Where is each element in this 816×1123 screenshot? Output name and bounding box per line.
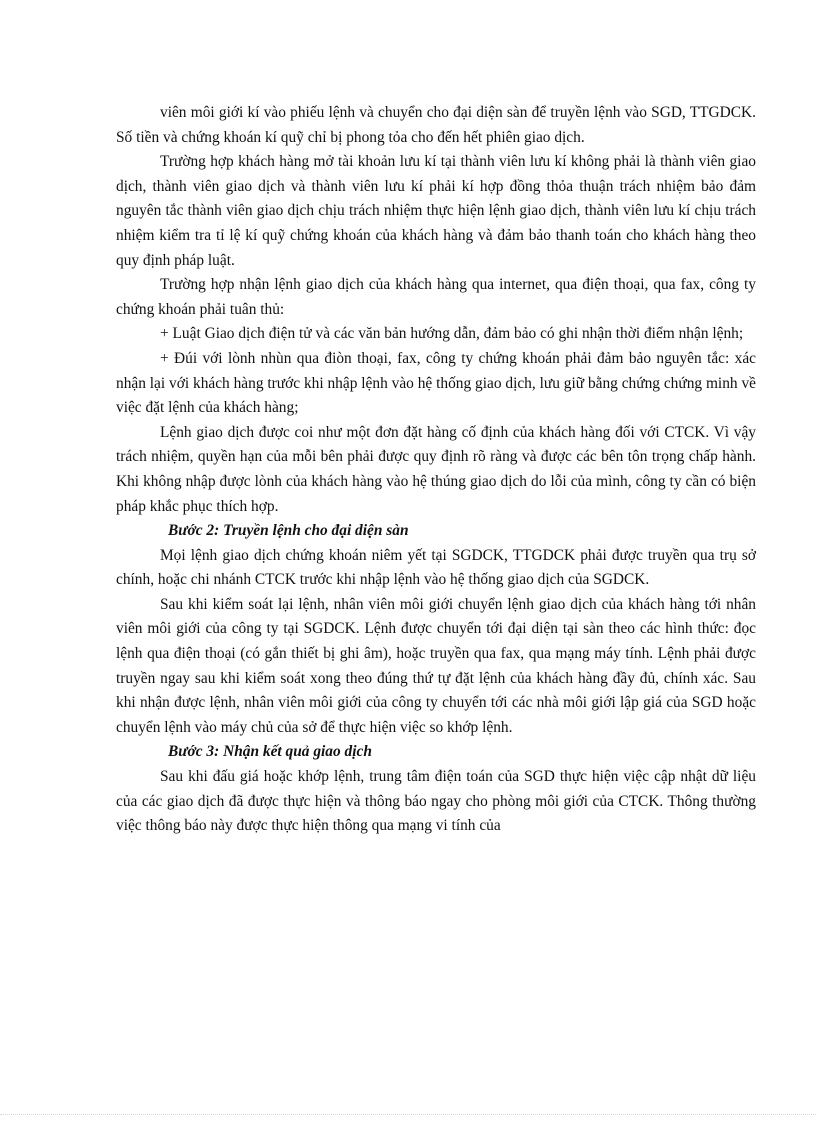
- page-bottom-divider: [0, 1114, 816, 1115]
- paragraph-1: viên môi giới kí vào phiếu lệnh và chuyển cho đại diện sàn để truyền lệnh vào SGD, TTGDCK. Số tiền và chứng khoán kí quỹ chỉ bị phong tỏa cho đến hết phiên giao dịch.: [116, 104, 756, 146]
- paragraph-9: Sau khi đấu giá hoặc khớp lệnh, trung tâm điện toán của SGD thực hiện việc cập nhật dữ liệu của các giao dịch đã được thực hiện và thông báo ngay cho phòng môi giới của CTCK. Thông thường việc thông báo này được thực hiện thông qua mạng vi tính của: [116, 768, 756, 835]
- paragraph-8: Sau khi kiểm soát lại lệnh, nhân viên môi giới chuyển lệnh giao dịch của khách hàng tới nhân viên môi giới của công ty tại SGDCK. Lệnh được chuyển tới đại diện tại sàn theo các hình thức: đọc lệnh qua điện thoại (có gắn thiết bị ghi âm), hoặc truyền qua fax, qua mạng máy tính. Lệnh phải được truyền ngay sau khi kiểm soát xong theo đúng thứ tự đặt lệnh của khách hàng đầy đủ, chính xác. Sau khi nhận được lệnh, nhân viên môi giới của công ty chuyển tới các nhà môi giới lập giá của SGD hoặc chuyển lệnh vào máy chủ của sở để thực hiện việc so khớp lệnh.: [116, 595, 756, 736]
- paragraph-6: Lệnh giao dịch được coi như một đơn đặt hàng cố định của khách hàng đối với CTCK. Vì vậy trách nhiệm, quyền hạn của mỗi bên phải được quy định rõ ràng và được các bên tôn trọng chấp hành. Khi không nhập được lònh của khách hàng vào hệ thúng giao dịch do lỗi của mình, công ty cần có biện pháp khắc phục thích hợp.: [116, 423, 756, 515]
- paragraph-5: + Đúi với lònh nhùn qua điòn thoại, fax, công ty chứng khoán phải đảm bảo nguyên tắc: xác nhận lại với khách hàng trước khi nhập lệnh vào hệ thống giao dịch, lưu giữ bằng chứng chứng minh về việc đặt lệnh của khách hàng;: [116, 349, 756, 417]
- paragraph-3: Trường hợp nhận lệnh giao dịch của khách hàng qua internet, qua điện thoại, qua fax, công ty chứng khoán phải tuân thủ:: [116, 276, 756, 318]
- heading-step-3: Bước 3: Nhận kết quả giao dịch: [168, 743, 372, 761]
- paragraph-2: Trường hợp khách hàng mở tài khoản lưu kí tại thành viên lưu kí không phải là thành viên giao dịch, thành viên giao dịch và thành viên lưu kí phải kí hợp đồng thỏa thuận trách nhiệm bảo đảm nguyên tắc thành viên giao dịch chịu trách nhiệm thực hiện lệnh giao dịch, thành viên lưu kí chịu trách nhiệm kiểm tra tỉ lệ kí quỹ chứng khoán của khách hàng và đảm bảo thanh toán cho khách hàng theo quy định pháp luật.: [116, 153, 756, 269]
- text-column: [116, 101, 756, 839]
- heading-step-2: Bước 2: Truyền lệnh cho đại diện sàn: [168, 522, 409, 540]
- paragraph-4: + Luật Giao dịch điện tử và các văn bản hướng dẫn, đảm bảo có ghi nhận thời điểm nhận lệnh;: [160, 325, 744, 343]
- paragraph-7: Mọi lệnh giao dịch chứng khoán niêm yết tại SGDCK, TTGDCK phải được truyền qua trụ sở chính, hoặc chi nhánh CTCK trước khi nhập lệnh vào hệ thống giao dịch của SGDCK.: [116, 546, 756, 589]
